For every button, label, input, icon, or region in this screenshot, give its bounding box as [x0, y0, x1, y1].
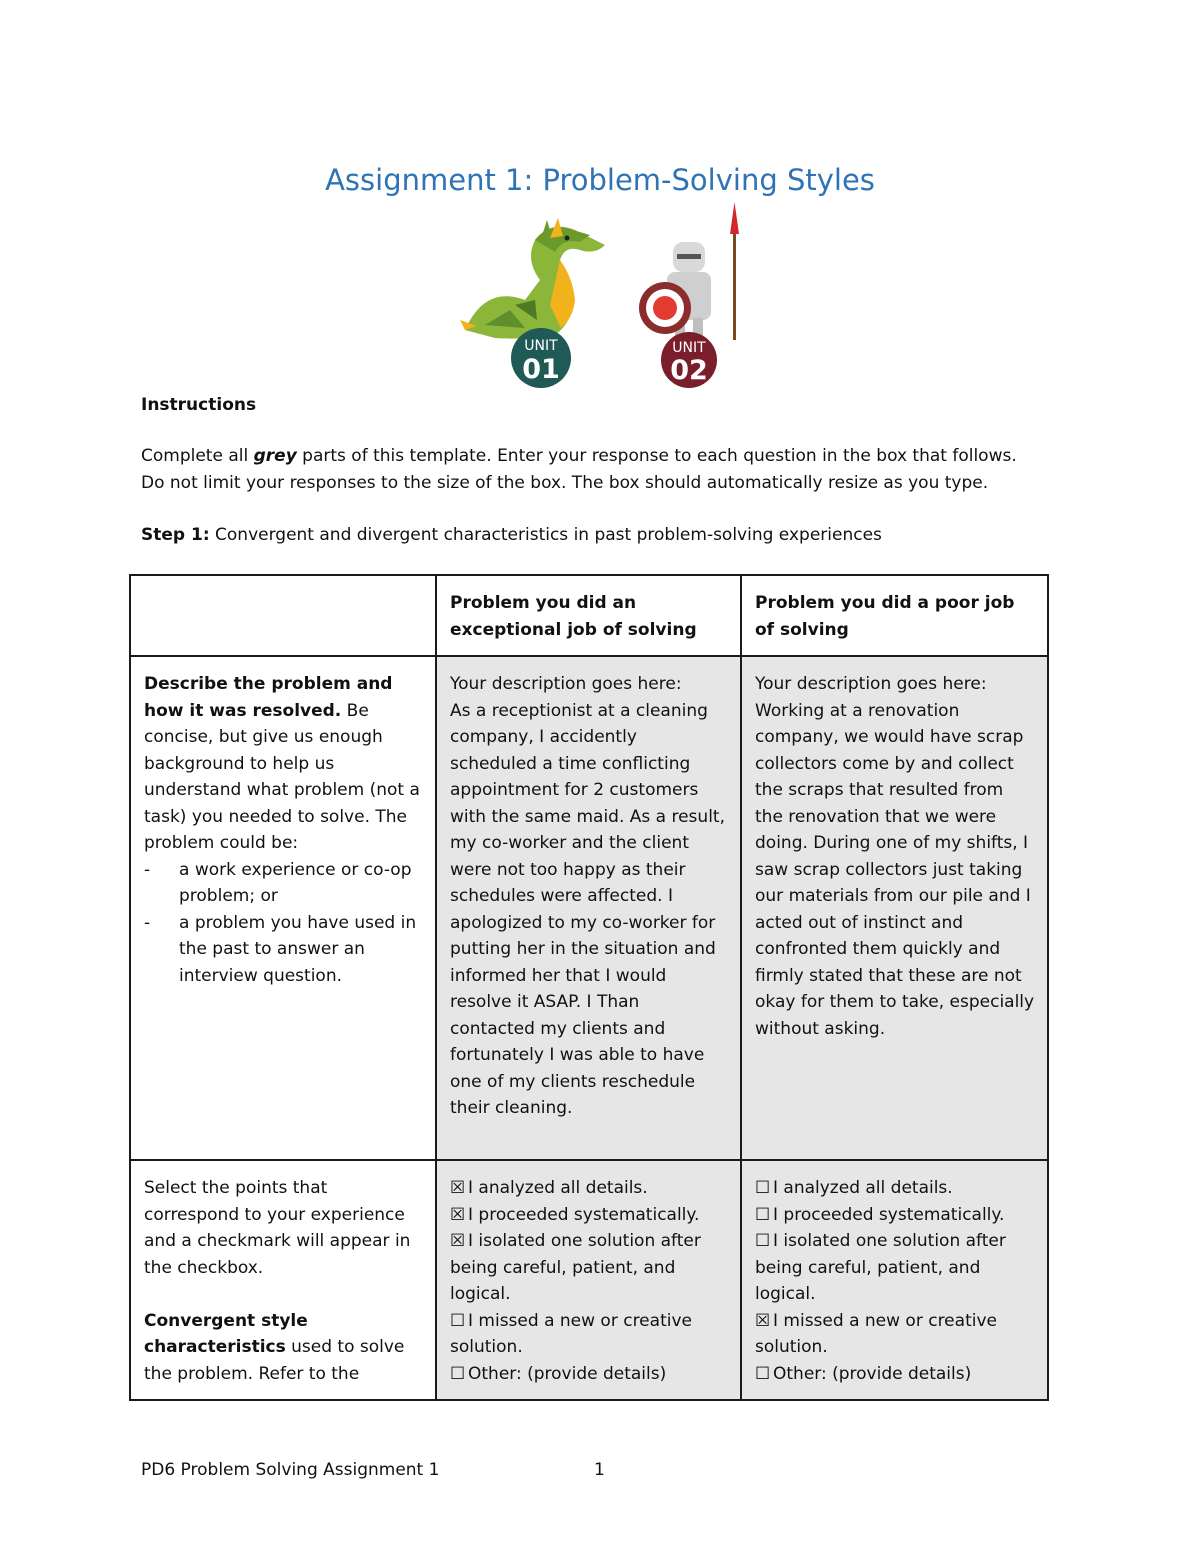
header-exceptional: Problem you did an exceptional job of solving [436, 575, 741, 656]
instructions-heading: Instructions [141, 395, 257, 415]
poor-checklist [741, 1160, 1048, 1400]
page-title: Assignment 1: Problem-Solving Styles [325, 163, 875, 197]
checkbox-analyzed[interactable]: ☒ I analyzed all details. [450, 1178, 648, 1198]
badge2-word: UNIT [672, 340, 706, 356]
table-row [130, 575, 1048, 656]
header-poor: Problem you did a poor job of solving [741, 575, 1048, 656]
checkbox-other[interactable]: ☐ Other: (provide details) [755, 1363, 972, 1384]
step1-heading: Step 1: Convergent and divergent characteristics in past problem-solving experiences [141, 525, 882, 545]
checkbox-isolated[interactable]: ☒ I isolated one solution after being careful, patient, and logical. [450, 1231, 701, 1304]
badge2-number: 02 [670, 355, 708, 386]
table-row [130, 1160, 1048, 1400]
knight-icon [639, 202, 739, 340]
page-number: 1 [594, 1460, 605, 1480]
describe-label-cell: Describe the problem and how it was resolved. Be concise, but give us enough background to help us understand what problem (not a task) you needed to solve. The problem could be: - a work experience or co-op problem; or - a problem you have used in the past to answer an interview question. [130, 656, 436, 1160]
convergent-label-cell: Select the points that correspond to your experience and a checkmark will appear in the checkbox. Convergent style characteristics used to solve the problem. Refer to the [130, 1160, 436, 1400]
checkbox-other[interactable]: ☐ Other: (provide details) [450, 1363, 667, 1384]
problem-table [129, 574, 1049, 1401]
instructions-text: Complete all grey parts of this template. Enter your response to each question in the box that follows. Do not limit your responses to the size of the box. The box should automatically resize as you type. [141, 446, 1017, 493]
checkbox-isolated[interactable]: ☐ I isolated one solution after being careful, patient, and logical. [755, 1231, 1006, 1304]
table-row [130, 656, 1048, 1160]
list-item: - a problem you have used in the past to answer an interview question. [144, 910, 423, 990]
checkbox-systematic[interactable]: ☐ I proceeded systematically. [755, 1204, 1005, 1225]
checkbox-systematic[interactable]: ☒ I proceeded systematically. [450, 1204, 700, 1225]
checkbox-missed[interactable]: ☐ I missed a new or creative solution. [450, 1310, 692, 1357]
dragon-icon [460, 218, 605, 339]
header-empty-cell [130, 575, 436, 656]
list-item: - a work experience or co-op problem; or [144, 857, 423, 910]
badge1-word: UNIT [524, 338, 558, 354]
badge1-number: 01 [522, 354, 560, 385]
footer-title: PD6 Problem Solving Assignment 1 [141, 1460, 440, 1480]
checkbox-analyzed[interactable]: ☐ I analyzed all details. [755, 1178, 953, 1198]
checkbox-missed[interactable]: ☒ I missed a new or creative solution. [755, 1310, 997, 1357]
exceptional-description-field[interactable]: Your description goes here: As a receptionist at a cleaning company, I accidently scheduled a time conflicting appointment for 2 customers with the same maid. As a result, my co-worker and the client were not too happy as their schedules were affected. I apologized to my co-worker for putting her in the situation and informed her that I would resolve it ASAP. I Than contacted my clients and fortunately I was able to have one of my clients reschedule their cleaning. [436, 656, 741, 1160]
poor-description-field[interactable]: Your description goes here: Working at a renovation company, we would have scrap collectors come by and collect the scraps that resulted from the renovation that we were doing. During one of my shifts, I saw scrap collectors just taking our materials from our pile and I acted out of instinct and confronted them quickly and firmly stated that these are not okay for them to take, especially without asking. [741, 656, 1048, 1160]
unit-illustration [455, 200, 755, 390]
exceptional-checklist [436, 1160, 741, 1400]
